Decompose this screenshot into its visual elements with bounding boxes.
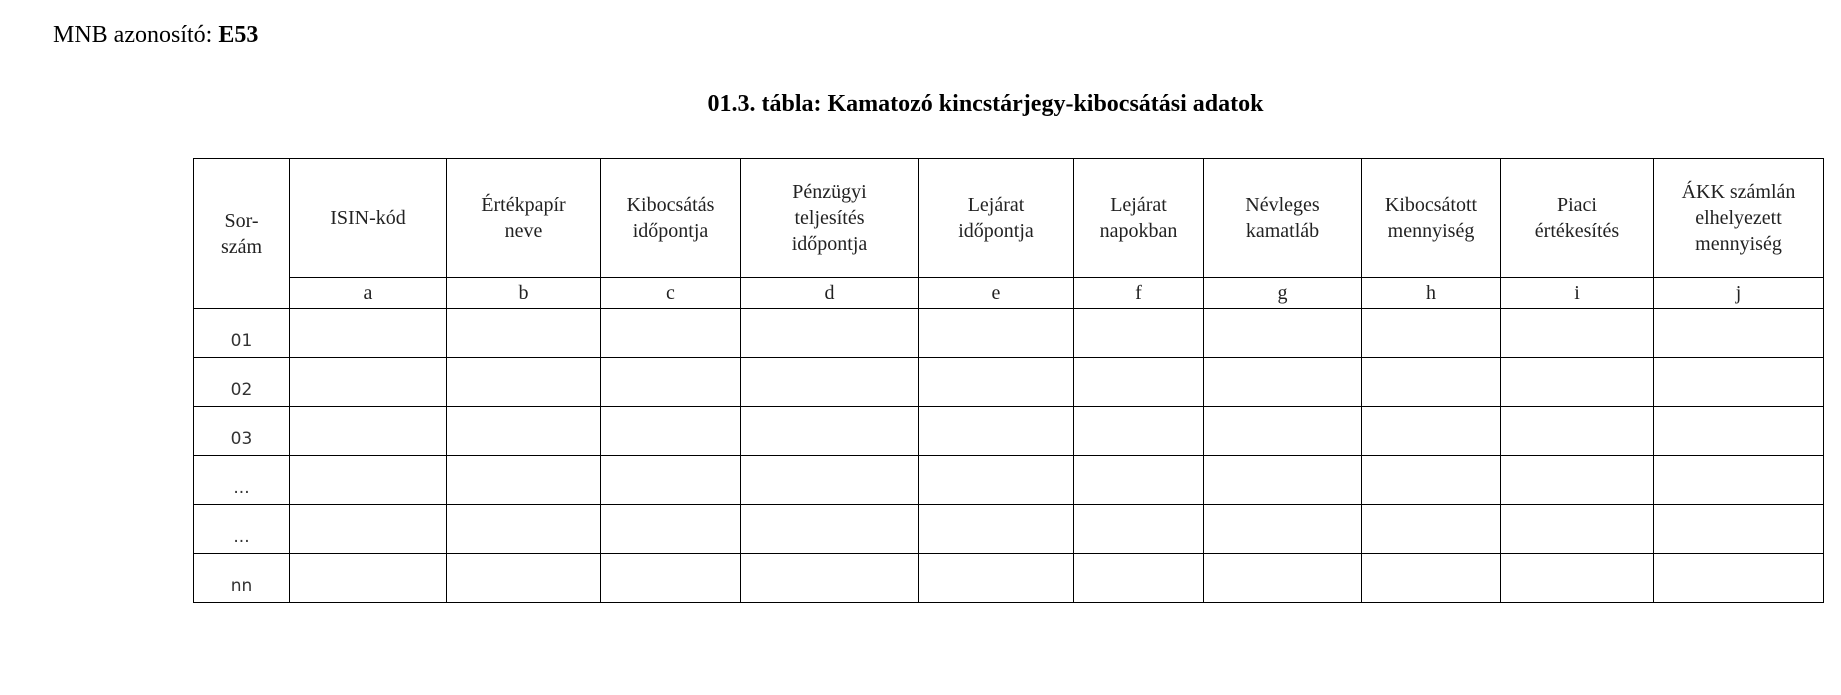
issuance-data-table: [193, 158, 1824, 603]
column-letter-a: a: [290, 278, 447, 309]
table-cell-g[interactable]: [1204, 456, 1362, 505]
column-header-g: Névleges kamatláb: [1204, 159, 1362, 278]
table-cell-c[interactable]: [601, 407, 741, 456]
table-cell-h[interactable]: [1362, 505, 1501, 554]
table-cell-c[interactable]: [601, 456, 741, 505]
table-cell-a[interactable]: [290, 407, 447, 456]
table-cell-i[interactable]: [1501, 407, 1654, 456]
column-letter-h: h: [1362, 278, 1501, 309]
table-cell-e[interactable]: [919, 505, 1074, 554]
column-header-e: Lejárat időpontja: [919, 159, 1074, 278]
table-cell-d[interactable]: [741, 554, 919, 603]
column-letter-d: d: [741, 278, 919, 309]
table-cell-c[interactable]: [601, 554, 741, 603]
table-cell-j[interactable]: [1654, 309, 1824, 358]
table-cell-d[interactable]: [741, 505, 919, 554]
row-number-header: Sor- szám: [194, 159, 290, 309]
table-cell-a[interactable]: [290, 309, 447, 358]
header-row: [194, 159, 1824, 278]
table-cell-h[interactable]: [1362, 407, 1501, 456]
table-cell-a[interactable]: [290, 358, 447, 407]
column-header-a: ISIN-kód: [290, 159, 447, 278]
table-cell-c[interactable]: [601, 358, 741, 407]
column-header-f: Lejárat napokban: [1074, 159, 1204, 278]
mnb-identifier-label: MNB azonosító:: [53, 22, 213, 48]
table-cell-d[interactable]: [741, 358, 919, 407]
column-letter-b: b: [447, 278, 601, 309]
table-cell-j[interactable]: [1654, 407, 1824, 456]
table-cell-c[interactable]: [601, 505, 741, 554]
table-cell-e[interactable]: [919, 407, 1074, 456]
row-number: ...: [194, 505, 290, 554]
column-header-d: Pénzügyi teljesítés időpontja: [741, 159, 919, 278]
table-cell-i[interactable]: [1501, 309, 1654, 358]
column-header-j: ÁKK számlán elhelyezett mennyiség: [1654, 159, 1824, 278]
table-cell-j[interactable]: [1654, 505, 1824, 554]
table-cell-c[interactable]: [601, 309, 741, 358]
table-cell-f[interactable]: [1074, 358, 1204, 407]
table-cell-d[interactable]: [741, 309, 919, 358]
table-cell-g[interactable]: [1204, 505, 1362, 554]
table-row: [194, 554, 1824, 603]
table-cell-b[interactable]: [447, 456, 601, 505]
column-header-b: Értékpapír neve: [447, 159, 601, 278]
table-cell-e[interactable]: [919, 456, 1074, 505]
table-cell-g[interactable]: [1204, 358, 1362, 407]
table-cell-d[interactable]: [741, 456, 919, 505]
table-cell-a[interactable]: [290, 456, 447, 505]
table-cell-h[interactable]: [1362, 554, 1501, 603]
table-cell-h[interactable]: [1362, 309, 1501, 358]
column-letter-i: i: [1501, 278, 1654, 309]
row-number: ...: [194, 456, 290, 505]
table-cell-j[interactable]: [1654, 358, 1824, 407]
table-cell-d[interactable]: [741, 407, 919, 456]
table-row: [194, 407, 1824, 456]
table-cell-h[interactable]: [1362, 358, 1501, 407]
row-number: 02: [194, 358, 290, 407]
table-cell-f[interactable]: [1074, 456, 1204, 505]
table-row: [194, 309, 1824, 358]
column-header-h: Kibocsátott mennyiség: [1362, 159, 1501, 278]
table-cell-i[interactable]: [1501, 554, 1654, 603]
table-cell-b[interactable]: [447, 554, 601, 603]
table-cell-g[interactable]: [1204, 309, 1362, 358]
column-letter-e: e: [919, 278, 1074, 309]
table-cell-i[interactable]: [1501, 358, 1654, 407]
table-cell-a[interactable]: [290, 505, 447, 554]
table-cell-e[interactable]: [919, 554, 1074, 603]
table-cell-e[interactable]: [919, 309, 1074, 358]
row-number: nn: [194, 554, 290, 603]
column-letter-c: c: [601, 278, 741, 309]
column-header-i: Piaci értékesítés: [1501, 159, 1654, 278]
column-header-c: Kibocsátás időpontja: [601, 159, 741, 278]
table-cell-e[interactable]: [919, 358, 1074, 407]
table-row: [194, 505, 1824, 554]
column-letter-f: f: [1074, 278, 1204, 309]
table-cell-f[interactable]: [1074, 554, 1204, 603]
row-number: 03: [194, 407, 290, 456]
table-cell-b[interactable]: [447, 407, 601, 456]
table-row: [194, 456, 1824, 505]
table-cell-f[interactable]: [1074, 407, 1204, 456]
mnb-identifier-code: E53: [218, 22, 259, 48]
column-letter-g: g: [1204, 278, 1362, 309]
table-cell-g[interactable]: [1204, 407, 1362, 456]
table-cell-g[interactable]: [1204, 554, 1362, 603]
table-cell-j[interactable]: [1654, 456, 1824, 505]
table-cell-f[interactable]: [1074, 505, 1204, 554]
table-cell-h[interactable]: [1362, 456, 1501, 505]
table-cell-i[interactable]: [1501, 505, 1654, 554]
table-cell-a[interactable]: [290, 554, 447, 603]
row-number: 01: [194, 309, 290, 358]
table-cell-i[interactable]: [1501, 456, 1654, 505]
mnb-identifier: [53, 20, 258, 50]
table-cell-b[interactable]: [447, 309, 601, 358]
column-letter-row: [194, 278, 1824, 309]
table-cell-b[interactable]: [447, 358, 601, 407]
table-cell-f[interactable]: [1074, 309, 1204, 358]
table-cell-j[interactable]: [1654, 554, 1824, 603]
column-letter-j: j: [1654, 278, 1824, 309]
table-title: 01.3. tábla: Kamatozó kincstárjegy-kibocsátási adatok: [707, 91, 1264, 117]
table-cell-b[interactable]: [447, 505, 601, 554]
table-row: [194, 358, 1824, 407]
